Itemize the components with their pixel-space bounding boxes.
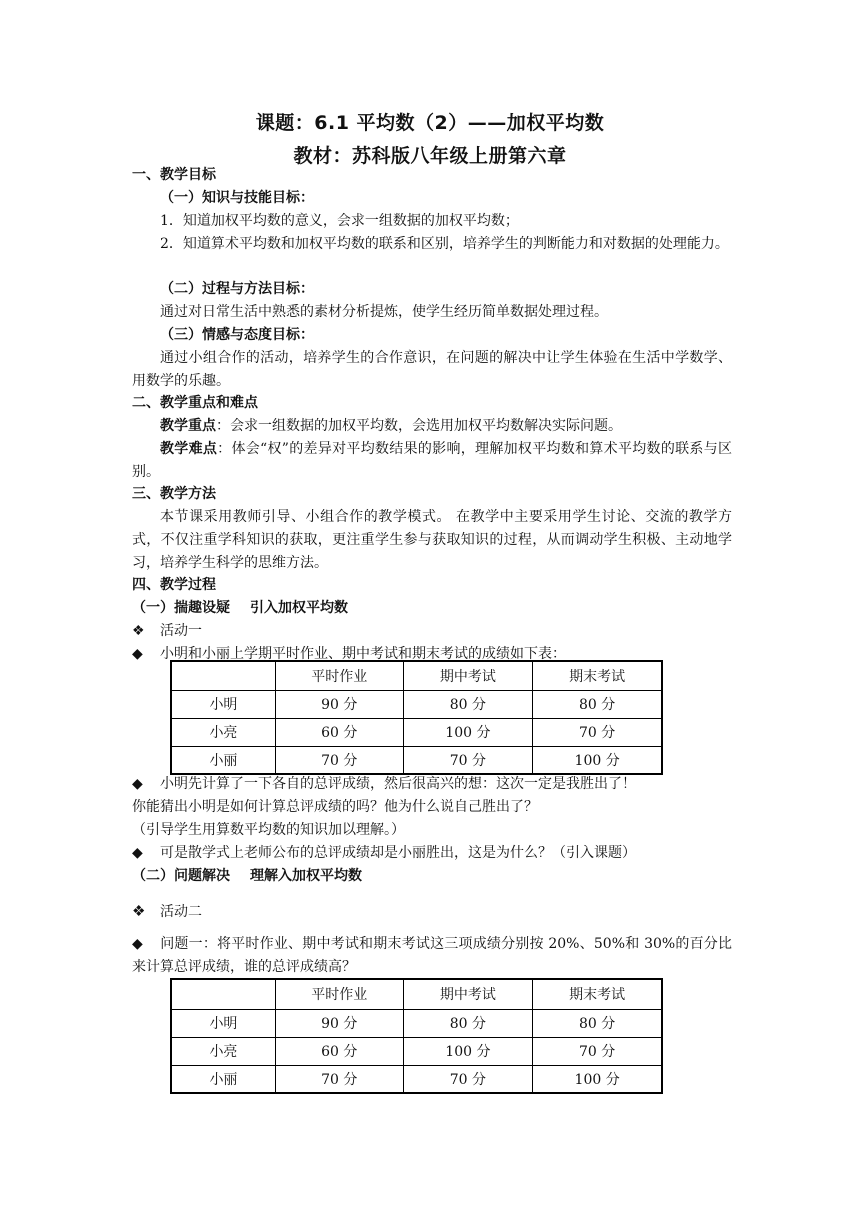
question2-text: 小明先计算了一下各自的总评成绩，然后很高兴的想：这次一定是我胜出了！ — [160, 776, 636, 792]
table-cell: 70 分 — [533, 718, 662, 746]
table-cell: 90 分 — [275, 690, 403, 718]
diamond-bullet-icon: ❖ — [132, 902, 146, 920]
table-row — [171, 746, 662, 774]
textbook-subtitle: 教材：苏科版八年级上册第六章 — [293, 145, 567, 167]
table-cell: 100 分 — [533, 746, 662, 774]
part2-heading — [132, 866, 362, 886]
table-header-cell: 期末考试 — [533, 661, 662, 690]
difficulty-text: ：体会“权”的差异对平均数结果的影响，理解加权平均数和算术平均数的联系与区别。 — [132, 441, 733, 480]
part2-heading-b: 理解入加权平均数 — [250, 868, 362, 884]
table-cell: 小明 — [171, 690, 275, 718]
table-cell: 80 分 — [533, 1009, 662, 1037]
method-paragraph: 本节课采用教师引导、小组合作的教学模式。 在教学中主要采用学生讨论、交流的教学方式，不仅注重学科知识的获取，更注重学生参与获取知识的过程，从而调动学生积极、主动地学习，培养学生科学的思维方法。 — [132, 509, 732, 571]
score-table-1 — [170, 660, 663, 775]
table-cell: 70 分 — [403, 1065, 533, 1093]
table-cell: 小丽 — [171, 1065, 275, 1093]
subheading-process: （二）过程与方法目标： — [160, 281, 314, 297]
table-header-cell: 平时作业 — [275, 661, 403, 690]
table-cell: 80 分 — [403, 690, 533, 718]
solid-diamond-icon: ◆ — [132, 646, 143, 662]
table-row — [171, 690, 662, 718]
objective-item-2: 2．知道算术平均数和加权平均数的联系和区别，培养学生的判断能力和对数据的处理能力。 — [160, 236, 729, 252]
attitude-paragraph: 通过小组合作的活动，培养学生的合作意识，在问题的解决中让学生体验在生活中学数学、用数学的乐趣。 — [132, 350, 732, 389]
table-cell: 小亮 — [171, 718, 275, 746]
table-cell: 80 分 — [403, 1009, 533, 1037]
table-cell: 70 分 — [403, 746, 533, 774]
table-cell: 90 分 — [275, 1009, 403, 1037]
table-header-cell — [171, 661, 275, 690]
table-header-cell: 期中考试 — [403, 979, 533, 1009]
table-row — [171, 1037, 662, 1065]
table-cell: 70 分 — [533, 1037, 662, 1065]
question2b-line: 你能猜出小明是如何计算总评成绩的吗？他为什么说自己胜出了？ — [132, 799, 538, 815]
section-heading-process: 四、教学过程 — [132, 577, 216, 593]
difficulty-paragraph — [132, 438, 732, 484]
solid-diamond-icon: ◆ — [132, 776, 143, 792]
table-cell: 小丽 — [171, 746, 275, 774]
objective-item-1: 1．知道加权平均数的意义，会求一组数据的加权平均数； — [160, 213, 519, 229]
table-cell: 小亮 — [171, 1037, 275, 1065]
table-row — [171, 1065, 662, 1093]
key-point-line — [160, 416, 622, 436]
lesson-title: 课题：6.1 平均数（2）——加权平均数 — [255, 112, 605, 134]
activity1-label: 活动一 — [160, 623, 202, 639]
table-header-cell — [171, 979, 275, 1009]
table-cell: 60 分 — [275, 1037, 403, 1065]
part2-heading-a: （二）问题解决 — [132, 868, 230, 884]
question3-line — [132, 843, 636, 863]
table-cell: 70 分 — [275, 746, 403, 774]
solid-diamond-icon: ◆ — [132, 936, 143, 952]
section-heading-objectives: 一、教学目标 — [132, 167, 216, 183]
diamond-bullet-icon: ❖ — [132, 623, 145, 639]
section-heading-method: 三、教学方法 — [132, 486, 216, 502]
table-cell: 70 分 — [275, 1065, 403, 1093]
part1-heading — [132, 598, 348, 618]
key-point-text: ：会求一组数据的加权平均数，会选用加权平均数解决实际问题。 — [216, 418, 622, 434]
table-cell: 80 分 — [533, 690, 662, 718]
question3-text: 可是散学式上老师公布的总评成绩却是小丽胜出，这是为什么？（引入课题） — [160, 845, 636, 861]
table-header-cell: 期末考试 — [533, 979, 662, 1009]
question2-line — [132, 774, 636, 794]
solid-diamond-icon: ◆ — [132, 845, 143, 861]
table-cell: 100 分 — [403, 1037, 533, 1065]
activity2-label: 活动二 — [160, 904, 202, 920]
subheading-attitude: （三）情感与态度目标： — [160, 327, 314, 343]
key-point-label: 教学重点 — [160, 418, 216, 434]
score-table-2 — [170, 978, 663, 1094]
question2c-line: （引导学生用算数平均数的知识加以理解。） — [132, 822, 405, 838]
activity2-line — [132, 901, 202, 922]
table-cell: 小明 — [171, 1009, 275, 1037]
question4-paragraph — [132, 933, 732, 979]
table-row — [171, 1009, 662, 1037]
question1-text: 小明和小丽上学期平时作业、期中考试和期末考试的成绩如下表： — [160, 646, 566, 662]
part1-heading-a: （一）揣趣设疑 — [132, 600, 230, 616]
question4-text: 问题一：将平时作业、期中考试和期末考试这三项成绩分别按 20%、50%和 30%的百分比来计算总评成绩，谁的总评成绩高？ — [132, 936, 732, 975]
table-header-cell: 期中考试 — [403, 661, 533, 690]
subheading-knowledge: （一）知识与技能目标： — [160, 190, 314, 206]
table-row — [171, 718, 662, 746]
table-header-row — [171, 979, 662, 1009]
table-header-cell: 平时作业 — [275, 979, 403, 1009]
table-cell: 100 分 — [533, 1065, 662, 1093]
table-header-row — [171, 661, 662, 690]
difficulty-label: 教学难点 — [160, 441, 218, 457]
section-heading-key-points: 二、教学重点和难点 — [132, 395, 258, 411]
table-cell: 60 分 — [275, 718, 403, 746]
table-cell: 100 分 — [403, 718, 533, 746]
part1-heading-b: 引入加权平均数 — [250, 600, 348, 616]
activity1-line — [132, 621, 202, 641]
process-paragraph: 通过对日常生活中熟悉的素材分析提炼，使学生经历简单数据处理过程。 — [160, 304, 608, 320]
